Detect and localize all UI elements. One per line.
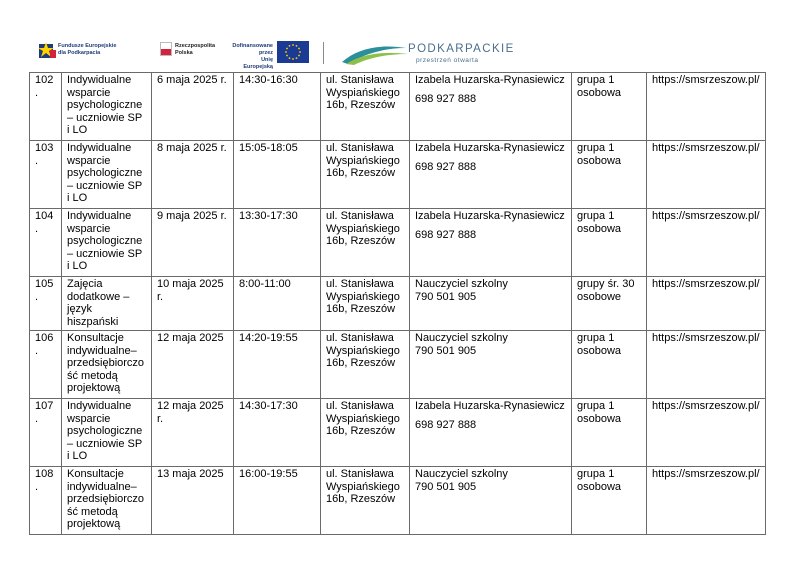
schedule-table [29,72,766,535]
date-cell: 12 maja 2025 r. [152,399,234,467]
row-number-cell: 102. [30,73,62,141]
podkarpackie-logo [340,40,520,68]
table-row [30,277,766,331]
contact-phone: 698 927 888 [415,228,477,241]
address-cell: ul. Stanisława Wyspiańskiego 16b, Rzeszów [321,399,410,467]
podkarpackie-swoosh-icon [340,40,410,66]
row-number-cell: 104. [30,209,62,277]
time-cell: 14:30-16:30 [234,73,321,141]
time-cell: 8:00-11:00 [234,277,321,331]
eu-flag-icon [277,41,309,63]
contact-person: Izabela Huzarska-Rynasiewicz [415,74,565,86]
date-cell: 9 maja 2025 r. [152,209,234,277]
contact-phone: 698 927 888 [415,418,477,431]
address-cell: ul. Stanisława Wyspiańskiego 16b, Rzeszów [321,277,410,331]
group-cell: grupa 1 osobowa [572,399,647,467]
header-divider [323,42,324,64]
contact-cell [410,399,572,467]
row-number-cell: 105. [30,277,62,331]
url-cell: https://smsrzeszow.pl/ [647,467,766,535]
contact-cell [410,209,572,277]
contact-cell [410,73,572,141]
date-cell: 13 maja 2025 [152,467,234,535]
date-cell: 8 maja 2025 r. [152,141,234,209]
eu-cofinancing-logo [230,40,320,70]
activity-cell: Indywidualne wsparcie psychologiczne – uczniowie SP i LO [62,209,152,277]
contact-phone: 698 927 888 [415,92,477,105]
group-cell: grupy śr. 30 osobowe [572,277,647,331]
table-row [30,467,766,535]
address-cell: ul. Stanisława Wyspiańskiego 16b, Rzeszów [321,73,410,141]
group-cell: grupa 1 osobowa [572,73,647,141]
contact-phone: 698 927 888 [415,160,477,173]
contact-cell [410,277,572,331]
fe-star-mark-icon [38,40,58,62]
date-cell: 10 maja 2025 r. [152,277,234,331]
activity-cell: Konsultacje indywidualne– przedsiębiorczo ść metodą projektową [62,331,152,399]
url-cell: https://smsrzeszow.pl/ [647,331,766,399]
contact-person: Izabela Huzarska-Rynasiewicz [415,400,565,412]
fe-logo-line-2: dla Podkarpacia [58,50,101,56]
contact-cell [410,331,572,399]
time-cell: 16:00-19:55 [234,467,321,535]
group-cell: grupa 1 osobowa [572,209,647,277]
podkarpackie-name: PODKARPACKIE [408,43,515,55]
activity-cell: Indywidualne wsparcie psychologiczne – uczniowie SP i LO [62,73,152,141]
url-cell: https://smsrzeszow.pl/ [647,277,766,331]
eu-logo-line-1: Dofinansowane przez [232,43,273,56]
table-row [30,73,766,141]
activity-cell: Indywidualne wsparcie psychologiczne – uczniowie SP i LO [62,141,152,209]
contact-cell [410,141,572,209]
address-cell: ul. Stanisława Wyspiańskiego 16b, Rzeszów [321,467,410,535]
contact-person: Nauczyciel szkolny [415,332,508,344]
contact-cell [410,467,572,535]
address-cell: ul. Stanisława Wyspiańskiego 16b, Rzeszów [321,141,410,209]
activity-cell: Indywidualne wsparcie psychologiczne – uczniowie SP i LO [62,399,152,467]
contact-person: Izabela Huzarska-Rynasiewicz [415,210,565,222]
row-number-cell: 108. [30,467,62,535]
rp-logo-line-2: Polska [175,50,193,56]
date-cell: 6 maja 2025 r. [152,73,234,141]
url-cell: https://smsrzeszow.pl/ [647,141,766,209]
polish-flag-icon [160,42,172,56]
address-cell: ul. Stanisława Wyspiańskiego 16b, Rzeszów [321,331,410,399]
group-cell: grupa 1 osobowa [572,331,647,399]
date-cell: 12 maja 2025 [152,331,234,399]
row-number-cell: 106. [30,331,62,399]
contact-phone: 790 501 905 [415,344,477,357]
url-cell: https://smsrzeszow.pl/ [647,399,766,467]
time-cell: 13:30-17:30 [234,209,321,277]
contact-phone: 790 501 905 [415,290,477,303]
contact-person: Izabela Huzarska-Rynasiewicz [415,142,565,154]
table-row [30,331,766,399]
eu-logo-line-2: Unię Europejską [243,57,273,70]
group-cell: grupa 1 osobowa [572,467,647,535]
page-header [0,0,800,72]
row-number-cell: 107. [30,399,62,467]
rp-logo-line-1: Rzeczpospolita [175,43,216,49]
contact-phone: 790 501 905 [415,480,477,493]
group-cell: grupa 1 osobowa [572,141,647,209]
table-row [30,209,766,277]
activity-cell: Konsultacje indywidualne– przedsiębiorczo ść metodą projektową [62,467,152,535]
time-cell: 15:05-18:05 [234,141,321,209]
table-row [30,399,766,467]
activity-cell: Zajęcia dodatkowe – język hiszpański [62,277,152,331]
time-cell: 14:30-17:30 [234,399,321,467]
fe-logo-line-1: Fundusze Europejskie [58,43,117,49]
rzeczpospolita-polska-logo [160,40,240,66]
time-cell: 14:20-19:55 [234,331,321,399]
contact-person: Nauczyciel szkolny [415,278,508,290]
fundusze-europejskie-logo [38,40,148,66]
podkarpackie-tagline: przestrzeń otwarta [416,57,479,64]
schedule-rows [30,73,766,535]
row-number-cell: 103. [30,141,62,209]
table-row [30,141,766,209]
contact-person: Nauczyciel szkolny [415,468,508,480]
url-cell: https://smsrzeszow.pl/ [647,73,766,141]
url-cell: https://smsrzeszow.pl/ [647,209,766,277]
address-cell: ul. Stanisława Wyspiańskiego 16b, Rzeszów [321,209,410,277]
